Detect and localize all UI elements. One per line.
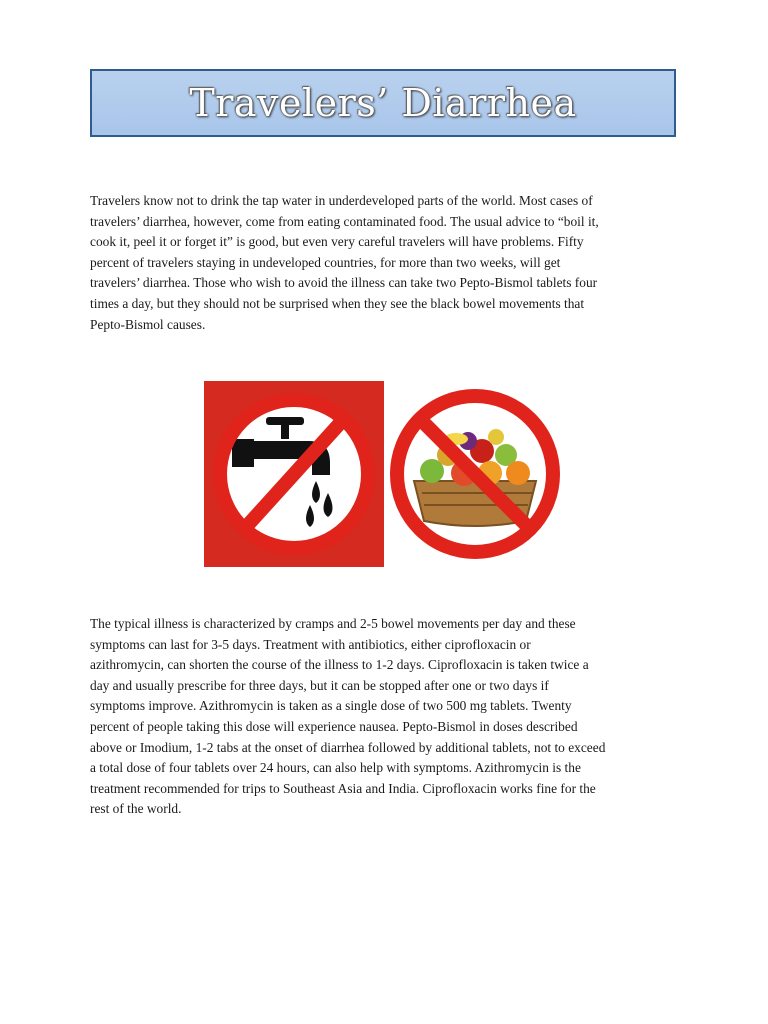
paragraph-line: cook it, peel it or forget it” is good, but even very careful travelers will have problems. Fifty bbox=[90, 234, 584, 250]
treatment-paragraph bbox=[90, 614, 680, 820]
paragraph-line: percent of travelers staying in undeveloped countries, for more than two weeks, will get bbox=[90, 254, 561, 270]
paragraph-line: Travelers know not to drink the tap water in underdeveloped parts of the world. Most cases of bbox=[90, 193, 593, 208]
paragraph-line: rest of the world. bbox=[90, 801, 182, 817]
paragraph-line: symptoms can last for 3-5 days. Treatment with antibiotics, either ciprofloxacin or bbox=[90, 636, 531, 652]
page-title: Travelers’ Diarrhea bbox=[189, 81, 577, 125]
paragraph-line: times a day, but they should not be surprised when they see the black bowel movements that bbox=[90, 295, 585, 311]
paragraph-line: percent of people taking this dose will experience nausea. Pepto-Bismol in doses described bbox=[90, 718, 578, 734]
no-tap-water-icon bbox=[204, 381, 384, 567]
paragraph-line: The typical illness is characterized by cramps and 2-5 bowel movements per day and these bbox=[90, 616, 576, 631]
no-fruit-basket-icon bbox=[386, 381, 564, 567]
paragraph-line: travelers’ diarrhea. Those who wish to avoid the illness can take two Pepto-Bismol tablets four bbox=[90, 275, 598, 291]
paragraph-line: day and usually prescribe for three days, but it can be stopped after one or two days if bbox=[90, 677, 549, 693]
paragraph-line: treatment recommended for trips to Southeast Asia and India. Ciprofloxacin works fine for the bbox=[90, 780, 596, 796]
paragraph-line: Pepto-Bismol causes. bbox=[90, 316, 206, 332]
paragraph-line: travelers’ diarrhea, however, come from eating contaminated food. The usual advice to “boil it, bbox=[90, 213, 599, 229]
title-banner bbox=[90, 69, 676, 137]
paragraph-line: symptoms improve. Azithromycin is taken as a single dose of two 500 mg tablets. Twenty bbox=[90, 698, 572, 714]
intro-paragraph bbox=[90, 191, 680, 335]
paragraph-line: a total dose of four tablets over 24 hours, can also help with symptoms. Azithromycin is the bbox=[90, 760, 581, 776]
paragraph-line: above or Imodium, 1-2 tabs at the onset of diarrhea followed by additional tablets, not to exceed bbox=[90, 739, 606, 755]
paragraph-line: azithromycin, can shorten the course of the illness to 1-2 days. Ciprofloxacin is taken twice a bbox=[90, 657, 589, 673]
